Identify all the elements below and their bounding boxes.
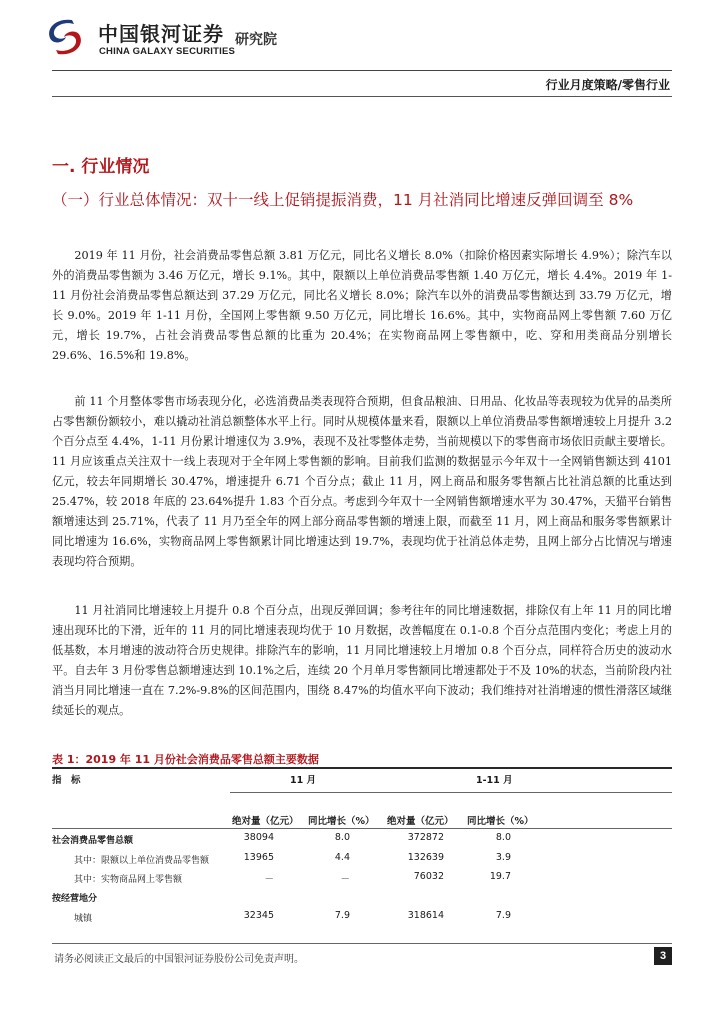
report-type-label: 行业月度策略/零售行业 <box>545 78 670 92</box>
col-yoy-month: 同比增长（%） <box>308 816 375 827</box>
table-title: 表 1：2019 年 11 月份社会消费品零售总额主要数据 <box>52 753 319 766</box>
table-cell: 3.9 <box>495 852 511 863</box>
section-heading: 一. 行业情况 <box>52 157 150 177</box>
table-cell: 4.4 <box>334 852 350 863</box>
institute-label: 研究院 <box>235 32 277 48</box>
paragraph-1: 2019 年 11 月份，社会消费品零售总额 3.81 万亿元，同比名义增长 8.0%（扣除价格因素实际增长 4.9%）；除汽车以外的消费品零售额为 3.46 万亿元，增长 9.1%。其中，限额以上单位消费品零售额 1.40 万亿元，增长 4.4%。2019 年 1-11 月份社会消费品零售总额达到 37.29 万亿元，同比名义增长 8.0%；除汽车以外的消费品零售额达到 33.79 万亿元，增长 9.0%。2019 年 1-11 月份，全国网上零售额 9.50 万亿元，同比增长 16.6%。其中，实物商品网上零售额 7.60 万亿元，增长 19.7%，占社会消费品零售总额的比重为 20.4%；在实物商品网上零售额中，吃、穿和用类商品分别增长 29.6%、16.5%和 19.8%。 <box>52 249 672 362</box>
table-period-month: 11 月 <box>290 775 317 786</box>
company-logo <box>42 16 322 60</box>
table-cell: 8.0 <box>495 832 511 843</box>
table-cell: 8.0 <box>334 832 350 843</box>
table-row-label: 按经营地分 <box>52 894 98 904</box>
table-row-label: 其中：限额以上单位消费品零售额 <box>74 856 210 866</box>
logo-english-name: CHINA GALAXY SECURITIES <box>99 46 236 57</box>
header-divider <box>52 70 672 71</box>
subsection-heading: （一）行业总体情况：双十一线上促销提振消费，11 月社消同比增速反弹回调至 8% <box>52 191 634 209</box>
galaxy-logo-icon <box>42 16 88 58</box>
table-cell: 76032 <box>413 871 444 882</box>
table-row-label: 城镇 <box>74 914 93 924</box>
logo-chinese-name: 中国银河证券 <box>98 22 224 46</box>
table-row-label: 其中：实物商品网上零售额 <box>74 875 183 885</box>
disclaimer-text: 请务必阅读正文最后的中国银河证券股份公司免责声明。 <box>54 954 304 965</box>
table-cell: 7.9 <box>495 910 511 921</box>
col-abs-ytd: 绝对量（亿元） <box>387 816 454 827</box>
paragraph-2: 前 11 个月整体零售市场表现分化，必选消费品类表现符合预期，但食品粮油、日用品、化妆品等表现较为优异的品类所占零售额份额较小，难以撬动社消总额整体水平上行。同时从规模体量来看，限额以上单位消费品零售额增速较上月提升 3.2 个百分点至 4.4%，1-11 月份累计增速仅为 3.9%，表现不及社零整体走势，当前规模以下的零售商市场依旧贡献主要增长。11 月应该重点关注双十一线上表现对于全年网上零售额的影响。目前我们监测的数据显示今年双十一全网销售额达到 4101 亿元，较去年同期增长 30.47%，增速提升 6.71 个百分点；截止 11 月，网上商品和服务零售额占比社消总额的比重达到 25.47%，较 2018 年底的 23.64%提升 1.83 个百分点。考虑到今年双十一全网销售额增速水平为 30.47%，天猫平台销售额增速达到 25.71%，代表了 11 月乃至全年的网上部分商品零售额的增速上限，而截至 11 月，网上商品和服务零售额累计同比增速为 16.6%，实物商品网上零售额累计同比增速达到 19.7%，表现均优于社消总体走势，且网上部分占比情况与增速表现均符合预期。 <box>52 395 672 568</box>
table-period-ytd: 1-11 月 <box>476 775 513 786</box>
table-row-label: 社会消费品零售总额 <box>52 836 134 846</box>
page-number: 3 <box>654 947 672 965</box>
table-cell: 38094 <box>243 832 274 843</box>
table-cell: － <box>340 874 350 885</box>
table-mid-rule <box>230 792 672 793</box>
col-yoy-ytd: 同比增长（%） <box>467 816 534 827</box>
table-cell: 132639 <box>407 852 444 863</box>
paragraph-3: 11 月社消同比增速较上月提升 0.8 个百分点，出现反弹回调；参考往年的同比增速数据，排除仅有上年 11 月的同比增速出现环比的下滑，近年的 11 月的同比增速表现均优于 10 月数据，改善幅度在 0.1-0.8 个百分点范围内变化；考虑上月的低基数，本月增速的波动符合历史规律。排除汽车的影响，11 月同比增速较上月增加 0.8 个百分点，同样符合历史的波动水平。自去年 3 月份零售总额增速达到 10.1%之后，连续 20 个月单月零售额同比增速都处于不及 10%的状态，当前阶段内社消当月同比增速一直在 7.2%-9.8%的区间范围内，围绕 8.47%的均值水平向下波动；我们维持对社消增速的惯性滑落区域继续延长的观点。 <box>52 604 672 717</box>
table-top-rule <box>52 767 672 769</box>
table-cell: 7.9 <box>334 910 350 921</box>
header-divider-bottom <box>52 96 672 97</box>
table-row-header: 指 标 <box>52 775 81 786</box>
table-cell: 19.7 <box>489 871 511 882</box>
table-header-rule <box>52 828 672 829</box>
footer-divider <box>52 943 672 944</box>
col-abs-month: 绝对量（亿元） <box>232 816 299 827</box>
table-cell: 372872 <box>407 832 444 843</box>
table-cell: 318614 <box>407 910 444 921</box>
table-cell: 13965 <box>243 852 274 863</box>
table-cell: － <box>264 874 274 885</box>
table-cell: 32345 <box>243 910 274 921</box>
